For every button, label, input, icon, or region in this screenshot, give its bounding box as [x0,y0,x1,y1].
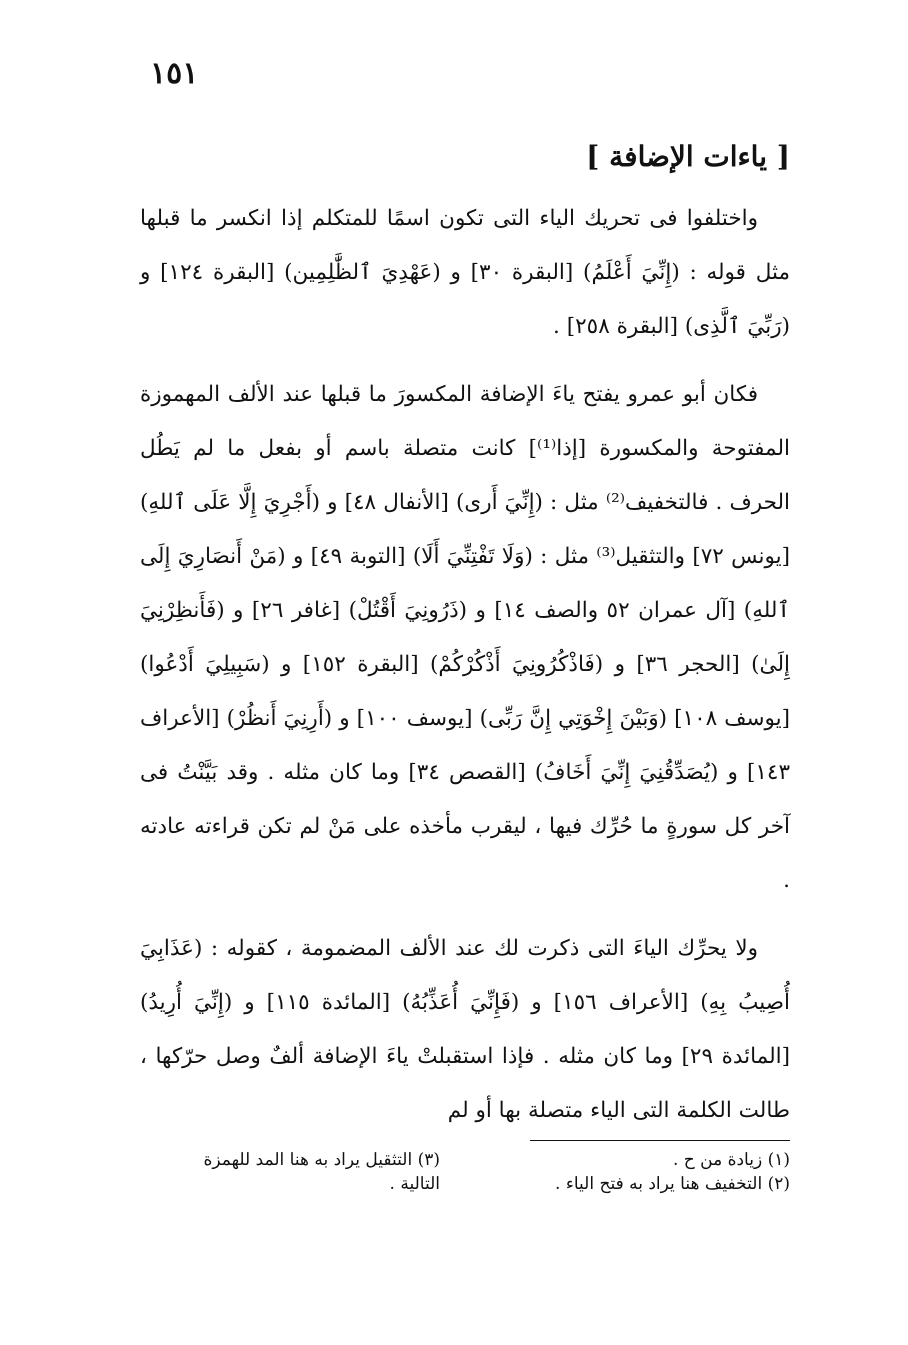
section-title: [ ياءات الإضافة ] [586,140,790,173]
footnotes-right-column [470,1148,790,1196]
footnotes-left-column [140,1148,440,1196]
footnote-3-line-1: (٣) التثقيل يراد به هنا المد للهمزة [203,1150,440,1170]
footnote-2: (٢) التخفيف هنا يراد به فتح الياء . [555,1174,790,1194]
paragraph-3: ولا يحرِّك الياءَ التى ذكرت لك عند الألف المضمومة ، كقوله : (عَذَابِيَ أُصِيبُ بِهِ) [الأعراف ١٥٦] و (فَإِنِّيَ أُعَذِّبُهُ) [المائدة ١١٥] و (إِنِّيَ أُرِيدُ) [المائدة ٢٩] وما كان مثله . فإذا استقبلتْ ياءَ الإضافة ألفٌ وصل حرّكها ، طالت الكلمة التى الياء متصلة بها أو لم [140,936,790,1123]
main-text [140,192,790,1152]
paragraph-2: فكان أبو عمرو يفتح ياءَ الإضافة المكسورَ ما قبلها عند الألف المهموزة المفتوحة والمكسورة [إذا⁽¹⁾] كانت متصلة باسم أو بفعل ما لم يَطُل الحرف . فالتخفيف⁽²⁾ مثل : (إِنِّيَ أَرى) [الأنفال ٤٨] و (أَجْرِيَ إِلَّا عَلَى ٱللهِ) [يونس ٧٢] والتثقيل⁽³⁾ مثل : (وَلَا تَفْتِنِّيَ أَلَا) [التوبة ٤٩] و (مَنْ أَنصَارِيَ إِلَى ٱللهِ) [آل عمران ٥٢ والصف ١٤] و (ذَرُونِيَ أَقْتُلْ) [غافر ٢٦] و (فَأَنظِرْنِيَ إِلَىٰ) [الحجر ٣٦] و (فَاذْكُرُونِيَ أَذْكُرْكُمْ) [البقرة ١٥٢] و (سَبِيلِيَ أَدْعُوا) [يوسف ١٠٨] (وَبَيْنَ إِخْوَتِي إِنَّ رَبِّى) [يوسف ١٠٠] و (أَرِنِيَ أَنظُرْ) [الأعراف ١٤٣] و (يُصَدِّقُنِيَ إِنِّيَ أَخَافُ) [القصص ٣٤] وما كان مثله . وقد بَيَّنْتُ فى آخر كل سورةٍ ما حُرِّك فيها ، ليقرب مأخذه على مَنْ لم تكن قراءته عادته . [140,382,791,893]
footnote-1: (١) زيادة من ح . [672,1150,790,1170]
footnote-divider [530,1140,790,1141]
footnote-3-line-2: التالية . [389,1174,440,1194]
paragraph-1: واختلفوا فى تحريك الياء التى تكون اسمًا للمتكلم إذا انكسر ما قبلها مثل قوله : (إِنِّيَ أَعْلَمُ) [البقرة ٣٠] و (عَهْدِيَ ٱلظَّٰلِمِين) [البقرة ١٢٤] و (رَبِّيَ ٱلَّذِى) [البقرة ٢٥٨] . [140,206,790,339]
page-number: ١٥١ [150,56,199,91]
